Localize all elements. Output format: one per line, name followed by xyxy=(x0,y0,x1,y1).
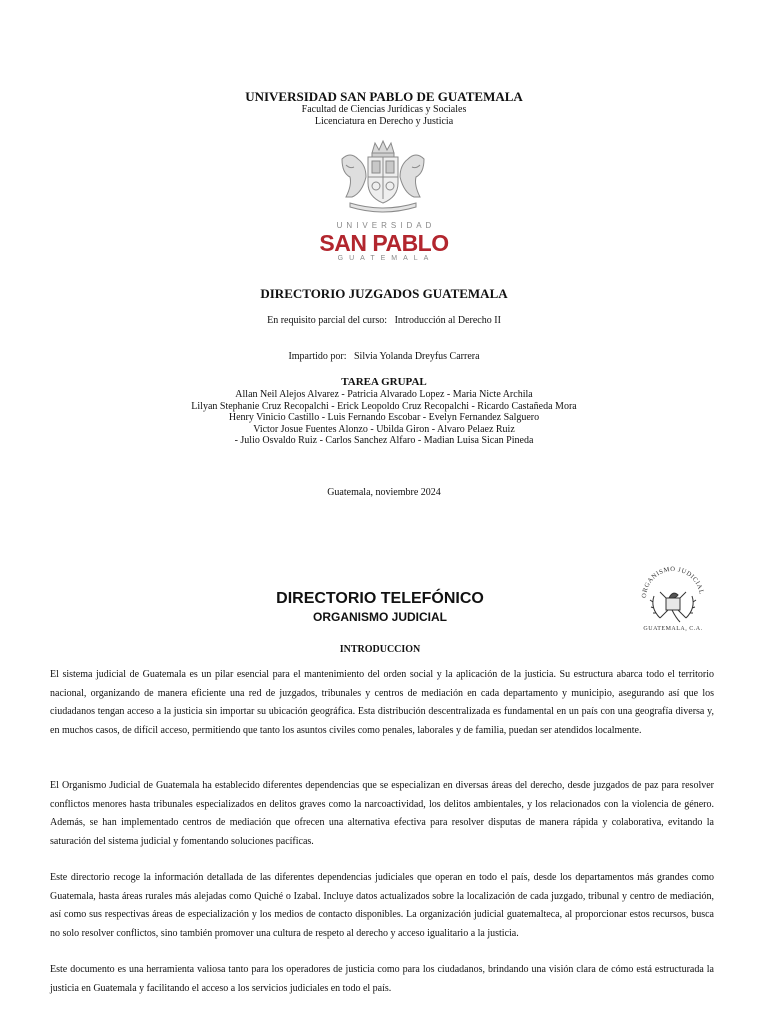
course-name: Introducción al Derecho II xyxy=(394,315,501,326)
wordmark-main-text: SAN PABLO xyxy=(319,230,449,256)
member-line: - Julio Osvaldo Ruiz - Carlos Sanchez Alfaro - Madian Luisa Sican Pineda xyxy=(234,435,534,446)
university-crest-icon xyxy=(328,139,438,214)
faculty-name: Facultad de Ciencias Jurídicas y Sociales xyxy=(301,104,467,115)
intro-paragraph: Este directorio recoge la información detallada de las diferentes dependencias judiciales que operan en todo el país, desde los departamentos más grandes como Guatemala, hasta áreas rurales más alejadas como Quiché o Izabal. Incluye datos actualizados sobre la localización de cada juzgado, tribunal y centro de mediación, así como sus respectivas áreas de especialización y los medios de contacto disponibles. La organización judicial guatemalteca, al proporcionar estos recursos, busca no solo resolver conflictos, sino también promover una cultura de respeto al derecho y acceso igualitario a la justicia. xyxy=(50,872,714,939)
intro-paragraph: El sistema judicial de Guatemala es un pilar esencial para el mantenimiento del orden social y la aplicación de la justicia. Su estructura abarca todo el territorio nacional, organizando de manera eficiente una red de juzgados, tribunales y centros de mediación en cada departamento y municipio, asegurando así que los ciudadanos tengan acceso a la justicia sin importar su ubicación geográfica. Esta distribución descentralizada es fundamental en un país con una geografía diversa y, en muchos casos, de difícil acceso, permitiendo que tanto los asuntos civiles como penales, laborales y de familia, puedan ser atendidos localmente. xyxy=(50,669,714,736)
document-title: DIRECTORIO JUZGADOS GUATEMALA xyxy=(260,286,508,301)
wordmark-bottom-text: GUATEMALA xyxy=(337,255,435,262)
member-line: Allan Neil Alejos Alvarez - Patricia Alvarado Lopez - Maria Nicte Archila xyxy=(235,389,533,400)
place-date: Guatemala, noviembre 2024 xyxy=(327,487,441,498)
instructor-label: Impartido por: xyxy=(288,351,347,362)
intro-heading: INTRODUCCION xyxy=(339,644,421,655)
intro-paragraph: Este documento es una herramienta valiosa tanto para los operadores de justicia como para los ciudadanos, brindando una visión clara de cómo está estructurada la justicia en Guatemala y facilitando el acceso a los servicios judiciales en todo el país. xyxy=(50,964,714,994)
course-label: En requisito parcial del curso: xyxy=(267,315,388,326)
member-line: Henry Vinicio Castillo - Luis Fernando Escobar - Evelyn Fernandez Salguero xyxy=(228,412,540,423)
members-list xyxy=(0,389,768,447)
directory-title: DIRECTORIO TELEFÓNICO xyxy=(276,590,484,607)
program-name: Licenciatura en Derecho y Justicia xyxy=(314,116,454,127)
intro-paragraph: El Organismo Judicial de Guatemala ha establecido diferentes dependencias que se especializan en diversas áreas del derecho, desde juzgados de paz para resolver conflictos menores hasta tribunales especializados en delitos graves como la narcoactividad, los delitos ambientales, y los relacionados con la violencia de género. Además, se han implementado centros de mediación que ofrecen una alternativa efectiva para resolver disputas de manera rápida y colaborativa, evitando la saturación del sistema judicial y fomentando soluciones pacíficas. xyxy=(50,780,714,847)
directory-subtitle: ORGANISMO JUDICIAL xyxy=(312,610,447,624)
seal-caption: GUATEMALA, C.A. xyxy=(643,626,703,632)
member-line: Lilyan Stephanie Cruz Recopalchi - Erick Leopoldo Cruz Recopalchi - Ricardo Castañeda Mora xyxy=(191,400,577,412)
course-line xyxy=(0,315,768,326)
faculty-block xyxy=(0,104,768,128)
instructor-name: Silvia Yolanda Dreyfus Carrera xyxy=(354,351,480,362)
member-line: Victor Josue Fuentes Alonzo - Ubilda Giron - Alvaro Pelaez Ruiz xyxy=(253,423,515,435)
group-title: TAREA GRUPAL xyxy=(341,376,427,388)
wordmark-top-text: UNIVERSIDAD xyxy=(336,221,436,230)
university-title: UNIVERSIDAD SAN PABLO DE GUATEMALA xyxy=(245,89,523,104)
university-wordmark xyxy=(0,221,768,263)
seal-arc-text: ORGANISMO JUDICIAL xyxy=(640,565,705,599)
organismo-judicial-seal-icon xyxy=(636,562,710,636)
instructor-line xyxy=(0,351,768,362)
